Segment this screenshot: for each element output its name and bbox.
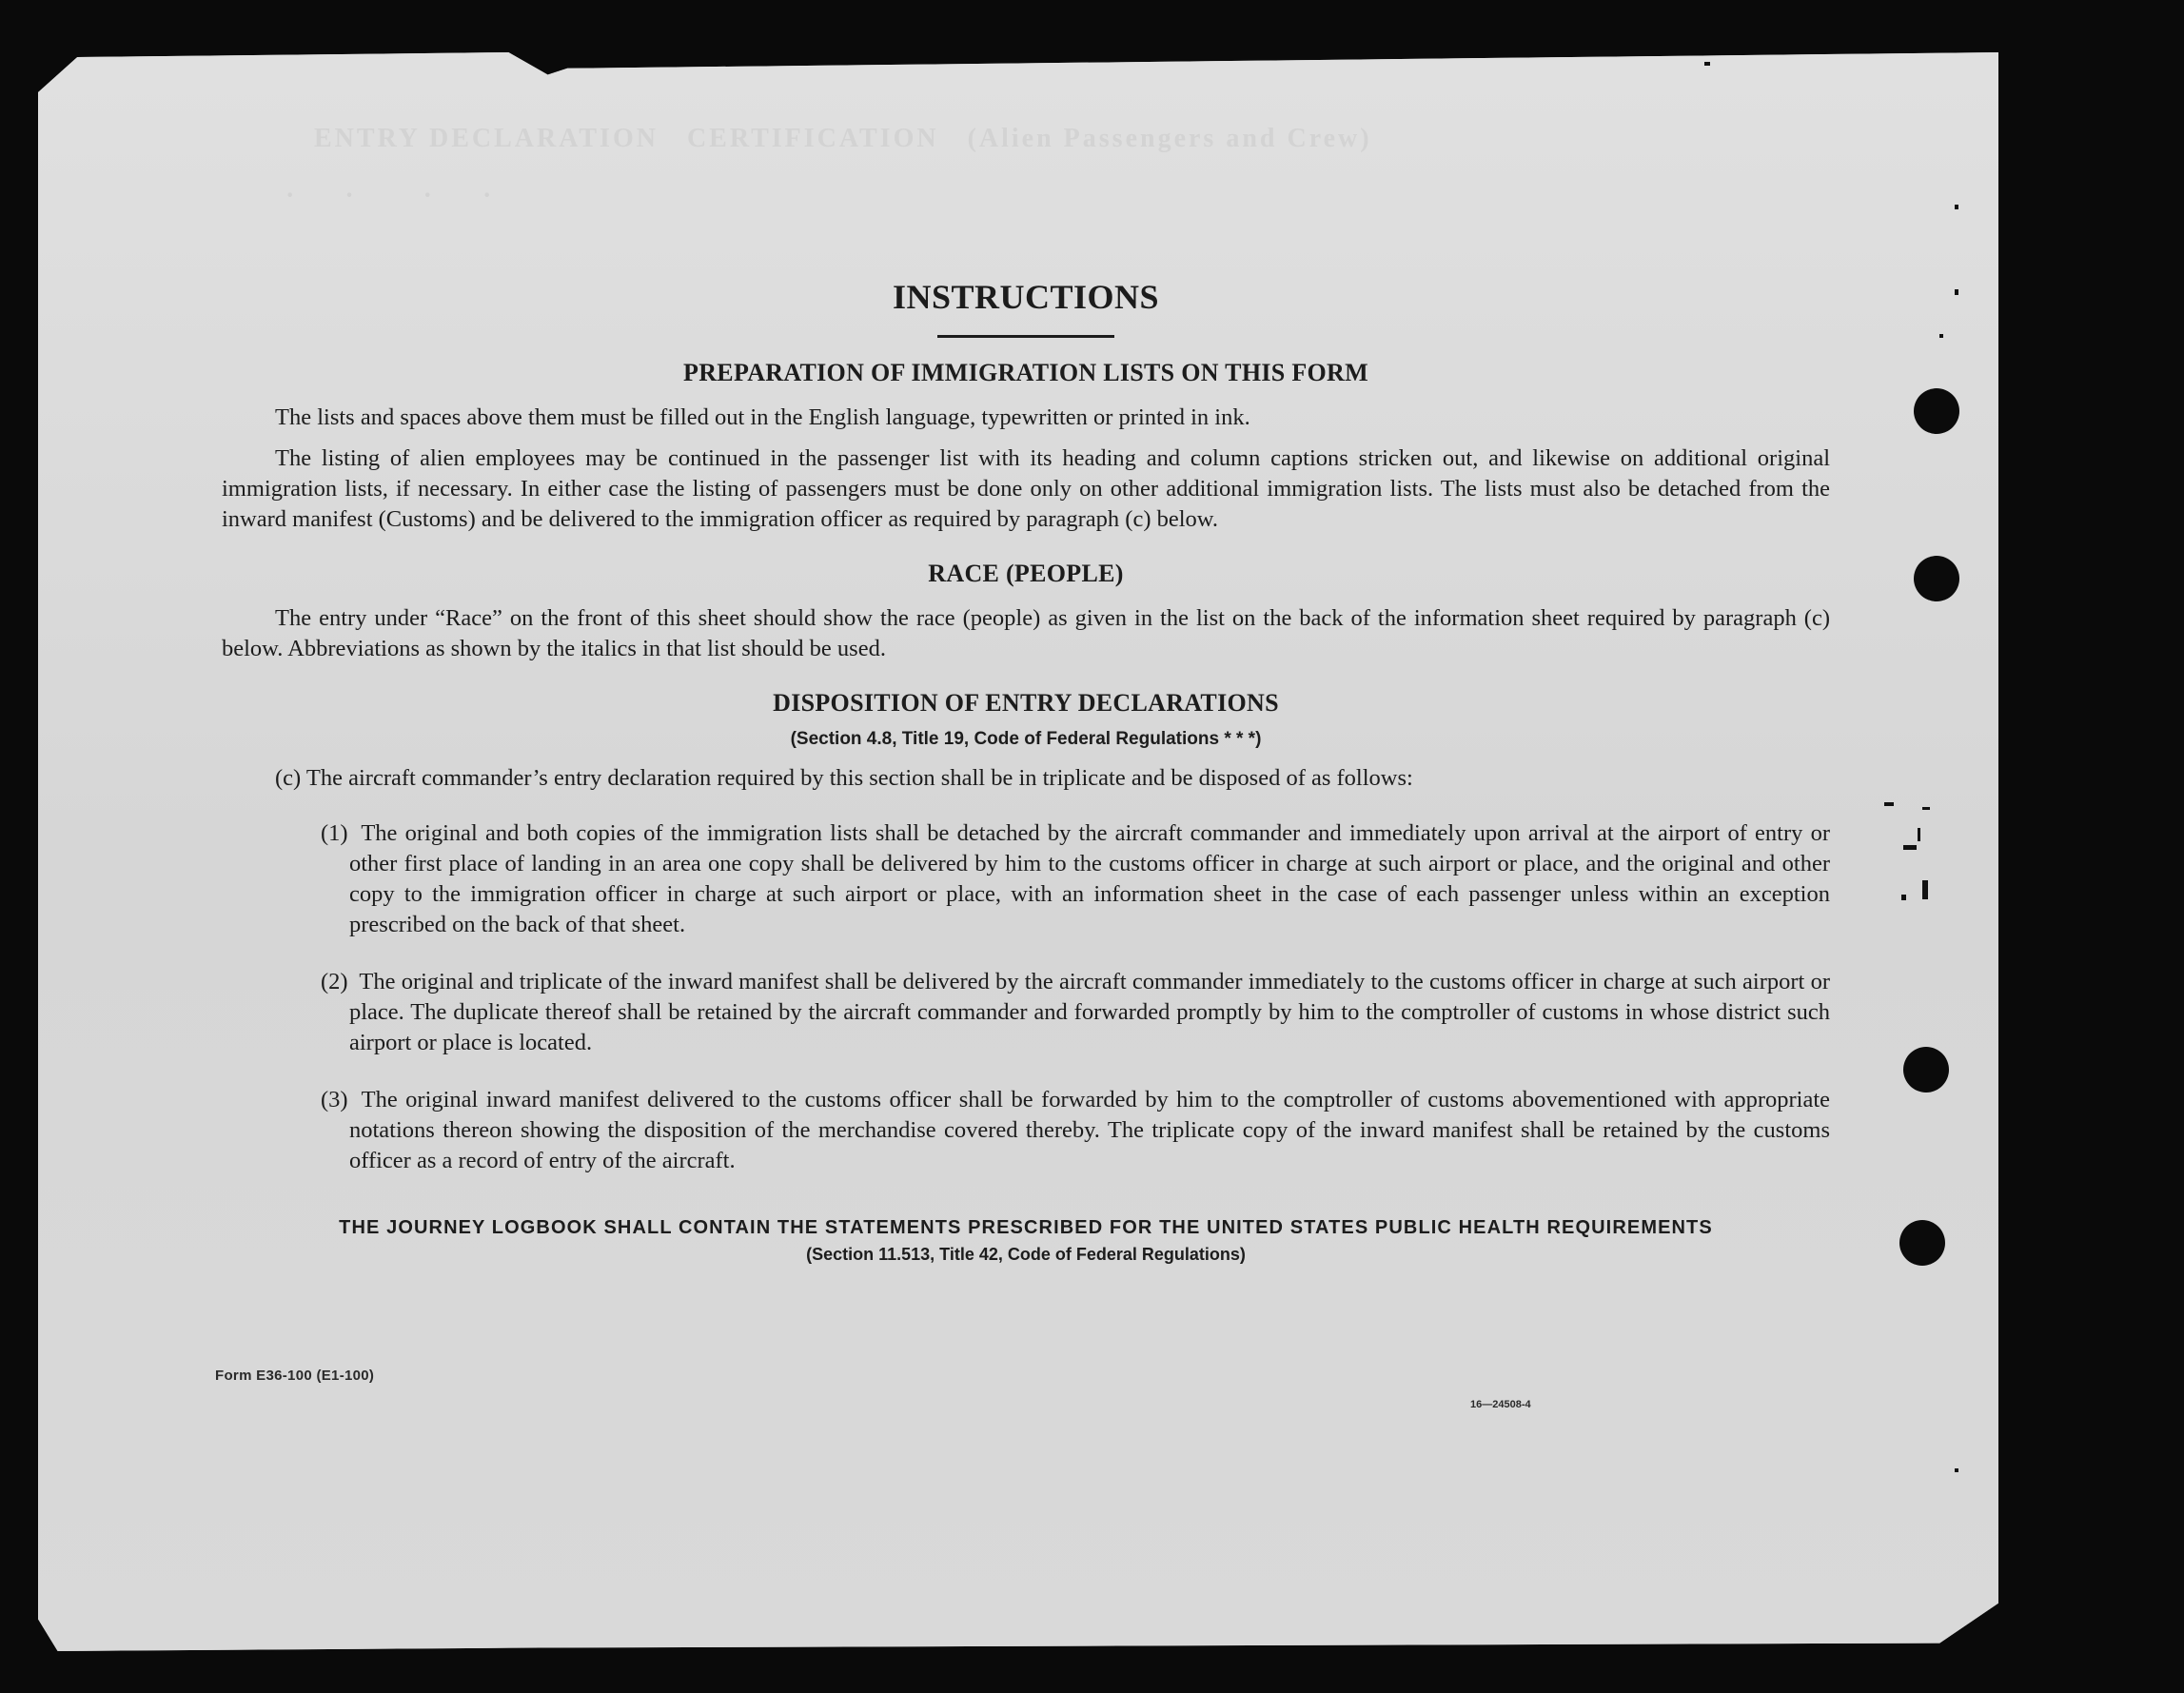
page-title: INSTRUCTIONS bbox=[892, 278, 1160, 316]
disposition-item bbox=[321, 818, 1830, 940]
scan-speck bbox=[1903, 845, 1917, 850]
scan-speck bbox=[1901, 895, 1906, 900]
disposition-item bbox=[321, 967, 1830, 1058]
scan-speck bbox=[1955, 289, 1958, 295]
paragraph-race: The entry under “Race” on the front of this sheet should show the race (people) as given in the list on the back of the information sheet required by paragraph (c) below. Abbreviations as shown by the italics in that list should be used. bbox=[222, 605, 1830, 661]
item-text: The original and triplicate of the inward manifest shall be delivered by the aircraft commander immediately to the customs officer in charge at such airport or place. The duplicate thereof shall be retained by the aircraft commander and forwarded promptly by him to the comptroller of customs in whose district such airport or place is located. bbox=[349, 969, 1830, 1055]
punch-hole-icon bbox=[1899, 1220, 1945, 1266]
section-heading-race: RACE (PEOPLE) bbox=[928, 560, 1124, 587]
lead-text: The aircraft commander’s entry declaration required by this section shall be in triplicate and be disposed of as follows: bbox=[305, 765, 1413, 791]
item-text: The original inward manifest delivered to the customs officer shall be forwarded by him to the comptroller of customs abovementioned with appropriate notations thereon showing the disposition of the merchandise covered thereby. The triplicate copy of the inward manifest shall be retained by the customs officer as a record of entry of the aircraft. bbox=[349, 1087, 1831, 1173]
scan-speck bbox=[1939, 334, 1943, 338]
section-heading-disposition: DISPOSITION OF ENTRY DECLARATIONS bbox=[773, 689, 1279, 717]
punch-hole-icon bbox=[1914, 388, 1959, 434]
title-underline bbox=[937, 335, 1114, 338]
item-number: (3) bbox=[321, 1087, 348, 1112]
paragraph-disposition-lead bbox=[275, 763, 1830, 794]
health-requirement-citation: (Section 11.513, Title 42, Code of Federal Regulations) bbox=[806, 1245, 1246, 1264]
disposition-item bbox=[321, 1085, 1830, 1176]
health-requirement-notice: THE JOURNEY LOGBOOK SHALL CONTAIN THE STATEMENTS PRESCRIBED FOR THE UNITED STATES PUBLIC HEALTH REQUIREMENTS bbox=[339, 1217, 1713, 1238]
scan-speck bbox=[1955, 205, 1958, 209]
punch-hole-icon bbox=[1903, 1047, 1949, 1093]
scan-speck bbox=[1704, 62, 1710, 66]
scan-speck bbox=[1922, 880, 1928, 899]
punch-hole-icon bbox=[1914, 556, 1959, 601]
paragraph-preparation-1: The lists and spaces above them must be filled out in the English language, typewritten or printed in ink. bbox=[275, 404, 1250, 430]
paragraph-preparation-2: The listing of alien employees may be continued in the passenger list with its heading and column captions stricken out, and likewise on additional original immigration lists, if necessary. In either case the listing of passengers must be done only on other additional immigration lists. The lists must also be detached from the inward manifest (Customs) and be delivered to the immigration officer as required by paragraph (c) below. bbox=[222, 445, 1830, 532]
bleed-through-text: ENTRY DECLARATION CERTIFICATION (Alien Passengers and Crew) bbox=[314, 124, 1372, 153]
instructions-content bbox=[222, 276, 1830, 1268]
scan-speck bbox=[1918, 828, 1920, 841]
item-number: (1) bbox=[321, 820, 348, 846]
lead-label: (c) bbox=[275, 765, 302, 791]
scan-speck bbox=[1955, 1468, 1958, 1472]
section-heading-preparation: PREPARATION OF IMMIGRATION LISTS ON THIS FORM bbox=[683, 359, 1368, 386]
disposition-citation: (Section 4.8, Title 19, Code of Federal Regulations * * *) bbox=[790, 729, 1262, 749]
scan-speck bbox=[1884, 802, 1894, 806]
item-text: The original and both copies of the immigration lists shall be detached by the aircraft commander and immediately upon arrival at the airport of entry or other first place of landing in an area one copy shall be delivered by him to the customs officer in charge at such airport or place, and the original and other copy to the immigration officer in charge at such airport or place, with an information sheet in the case of each passenger unless within an exception prescribed on the back of that sheet. bbox=[349, 820, 1830, 937]
form-number: Form E36-100 (E1-100) bbox=[215, 1368, 375, 1384]
bleed-through-text: · · · · bbox=[266, 181, 514, 210]
scan-speck bbox=[1922, 807, 1930, 810]
print-code: 16—24508-4 bbox=[1470, 1399, 1531, 1410]
item-number: (2) bbox=[321, 969, 348, 994]
